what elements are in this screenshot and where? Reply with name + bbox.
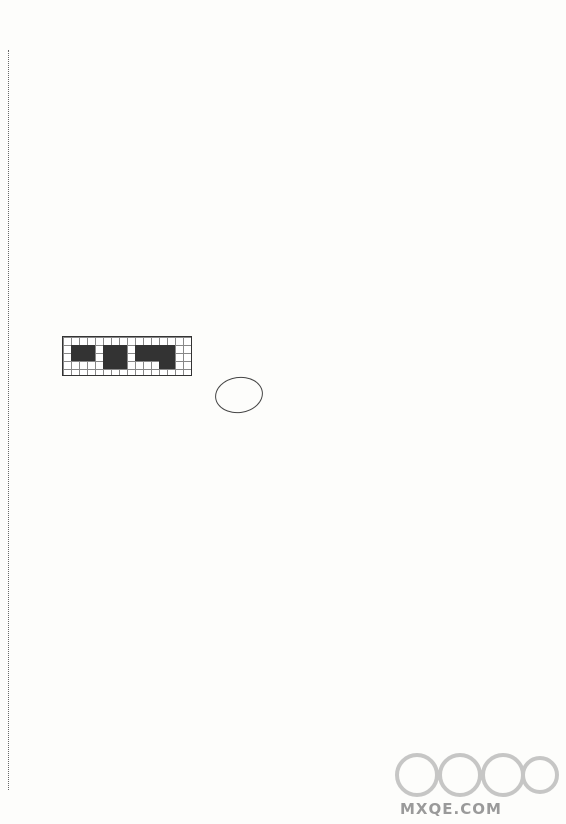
- grid-figure: [62, 336, 192, 376]
- binding-gutter: [8, 50, 12, 790]
- shaded-shape: [135, 345, 175, 361]
- watermark-text: MXQE.COM: [400, 800, 502, 818]
- shaded-rect: [103, 345, 127, 369]
- stamp: [213, 374, 266, 416]
- shaded-shape: [159, 361, 175, 369]
- shaded-rect: [71, 345, 95, 361]
